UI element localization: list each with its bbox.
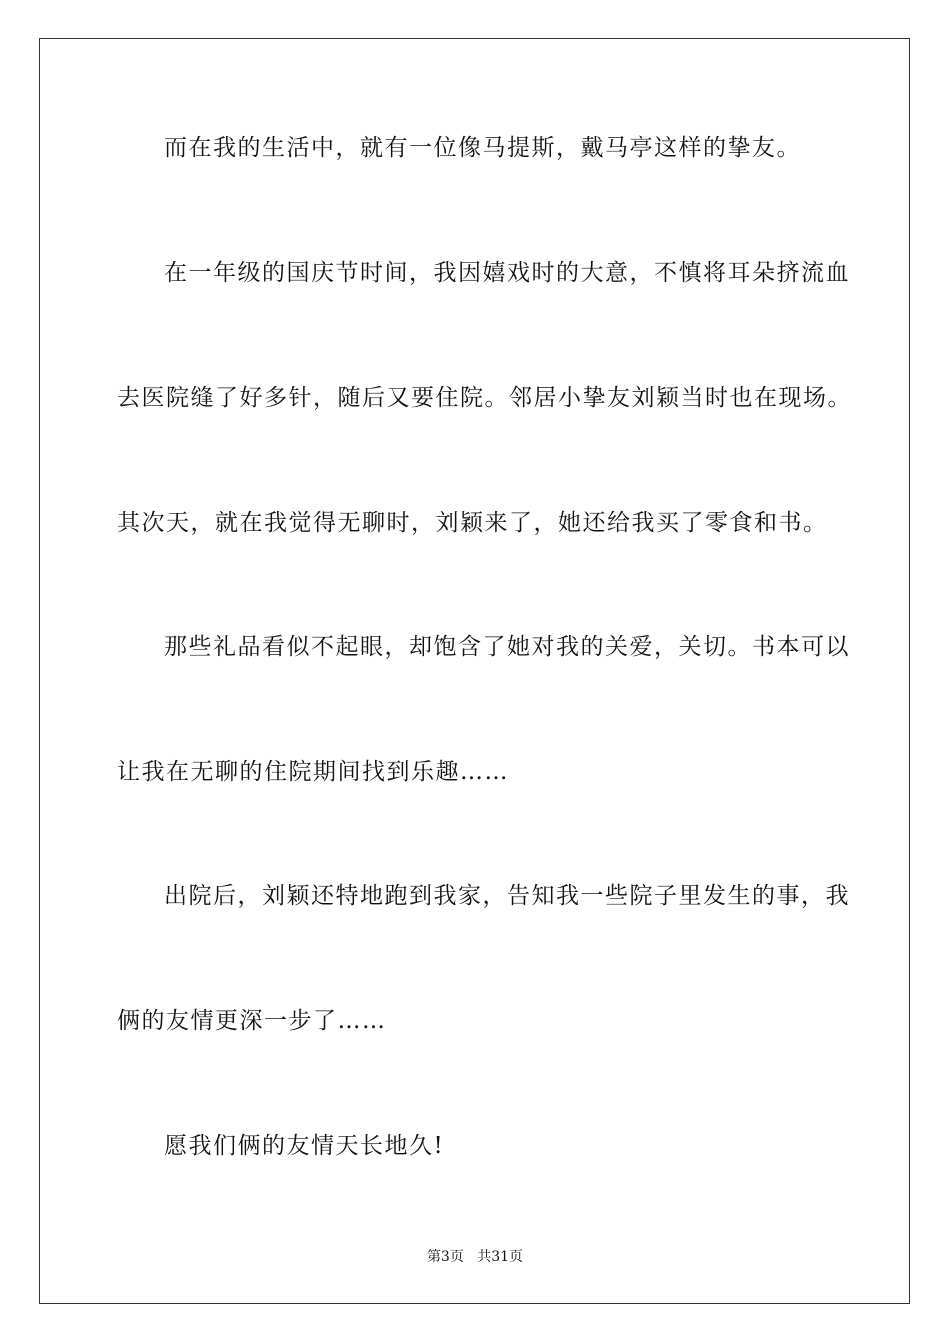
paragraph-line: 其次天，就在我觉得无聊时，刘颖来了，她还给我买了零食和书。 (117, 510, 828, 536)
paragraph-line: 出院后，刘颖还特地跑到我家，告知我一些院子里发生的事，我 (164, 883, 850, 909)
page-total: 共31页 (477, 1249, 524, 1265)
paragraph-line: 而在我的生活中，就有一位像马提斯，戴马亭这样的挚友。 (164, 135, 801, 161)
page-border (39, 38, 910, 1304)
paragraph-line: 那些礼品看似不起眼，却饱含了她对我的关爱，关切。书本可以 (164, 634, 850, 660)
paragraph-line: 在一年级的国庆节时间，我因嬉戏时的大意，不慎将耳朵挤流血 (164, 260, 850, 286)
paragraph-line: 让我在无聊的住院期间找到乐趣…… (117, 759, 509, 785)
paragraph-line: 俩的友情更深一步了…… (117, 1008, 387, 1034)
paragraph-line: 去医院缝了好多针，随后又要住院。邻居小挚友刘颖当时也在现场。 (117, 385, 852, 411)
page-footer (0, 1246, 950, 1266)
paragraph-line: 愿我们俩的友情天长地久! (164, 1133, 445, 1159)
page-number: 第3页 (426, 1249, 464, 1265)
